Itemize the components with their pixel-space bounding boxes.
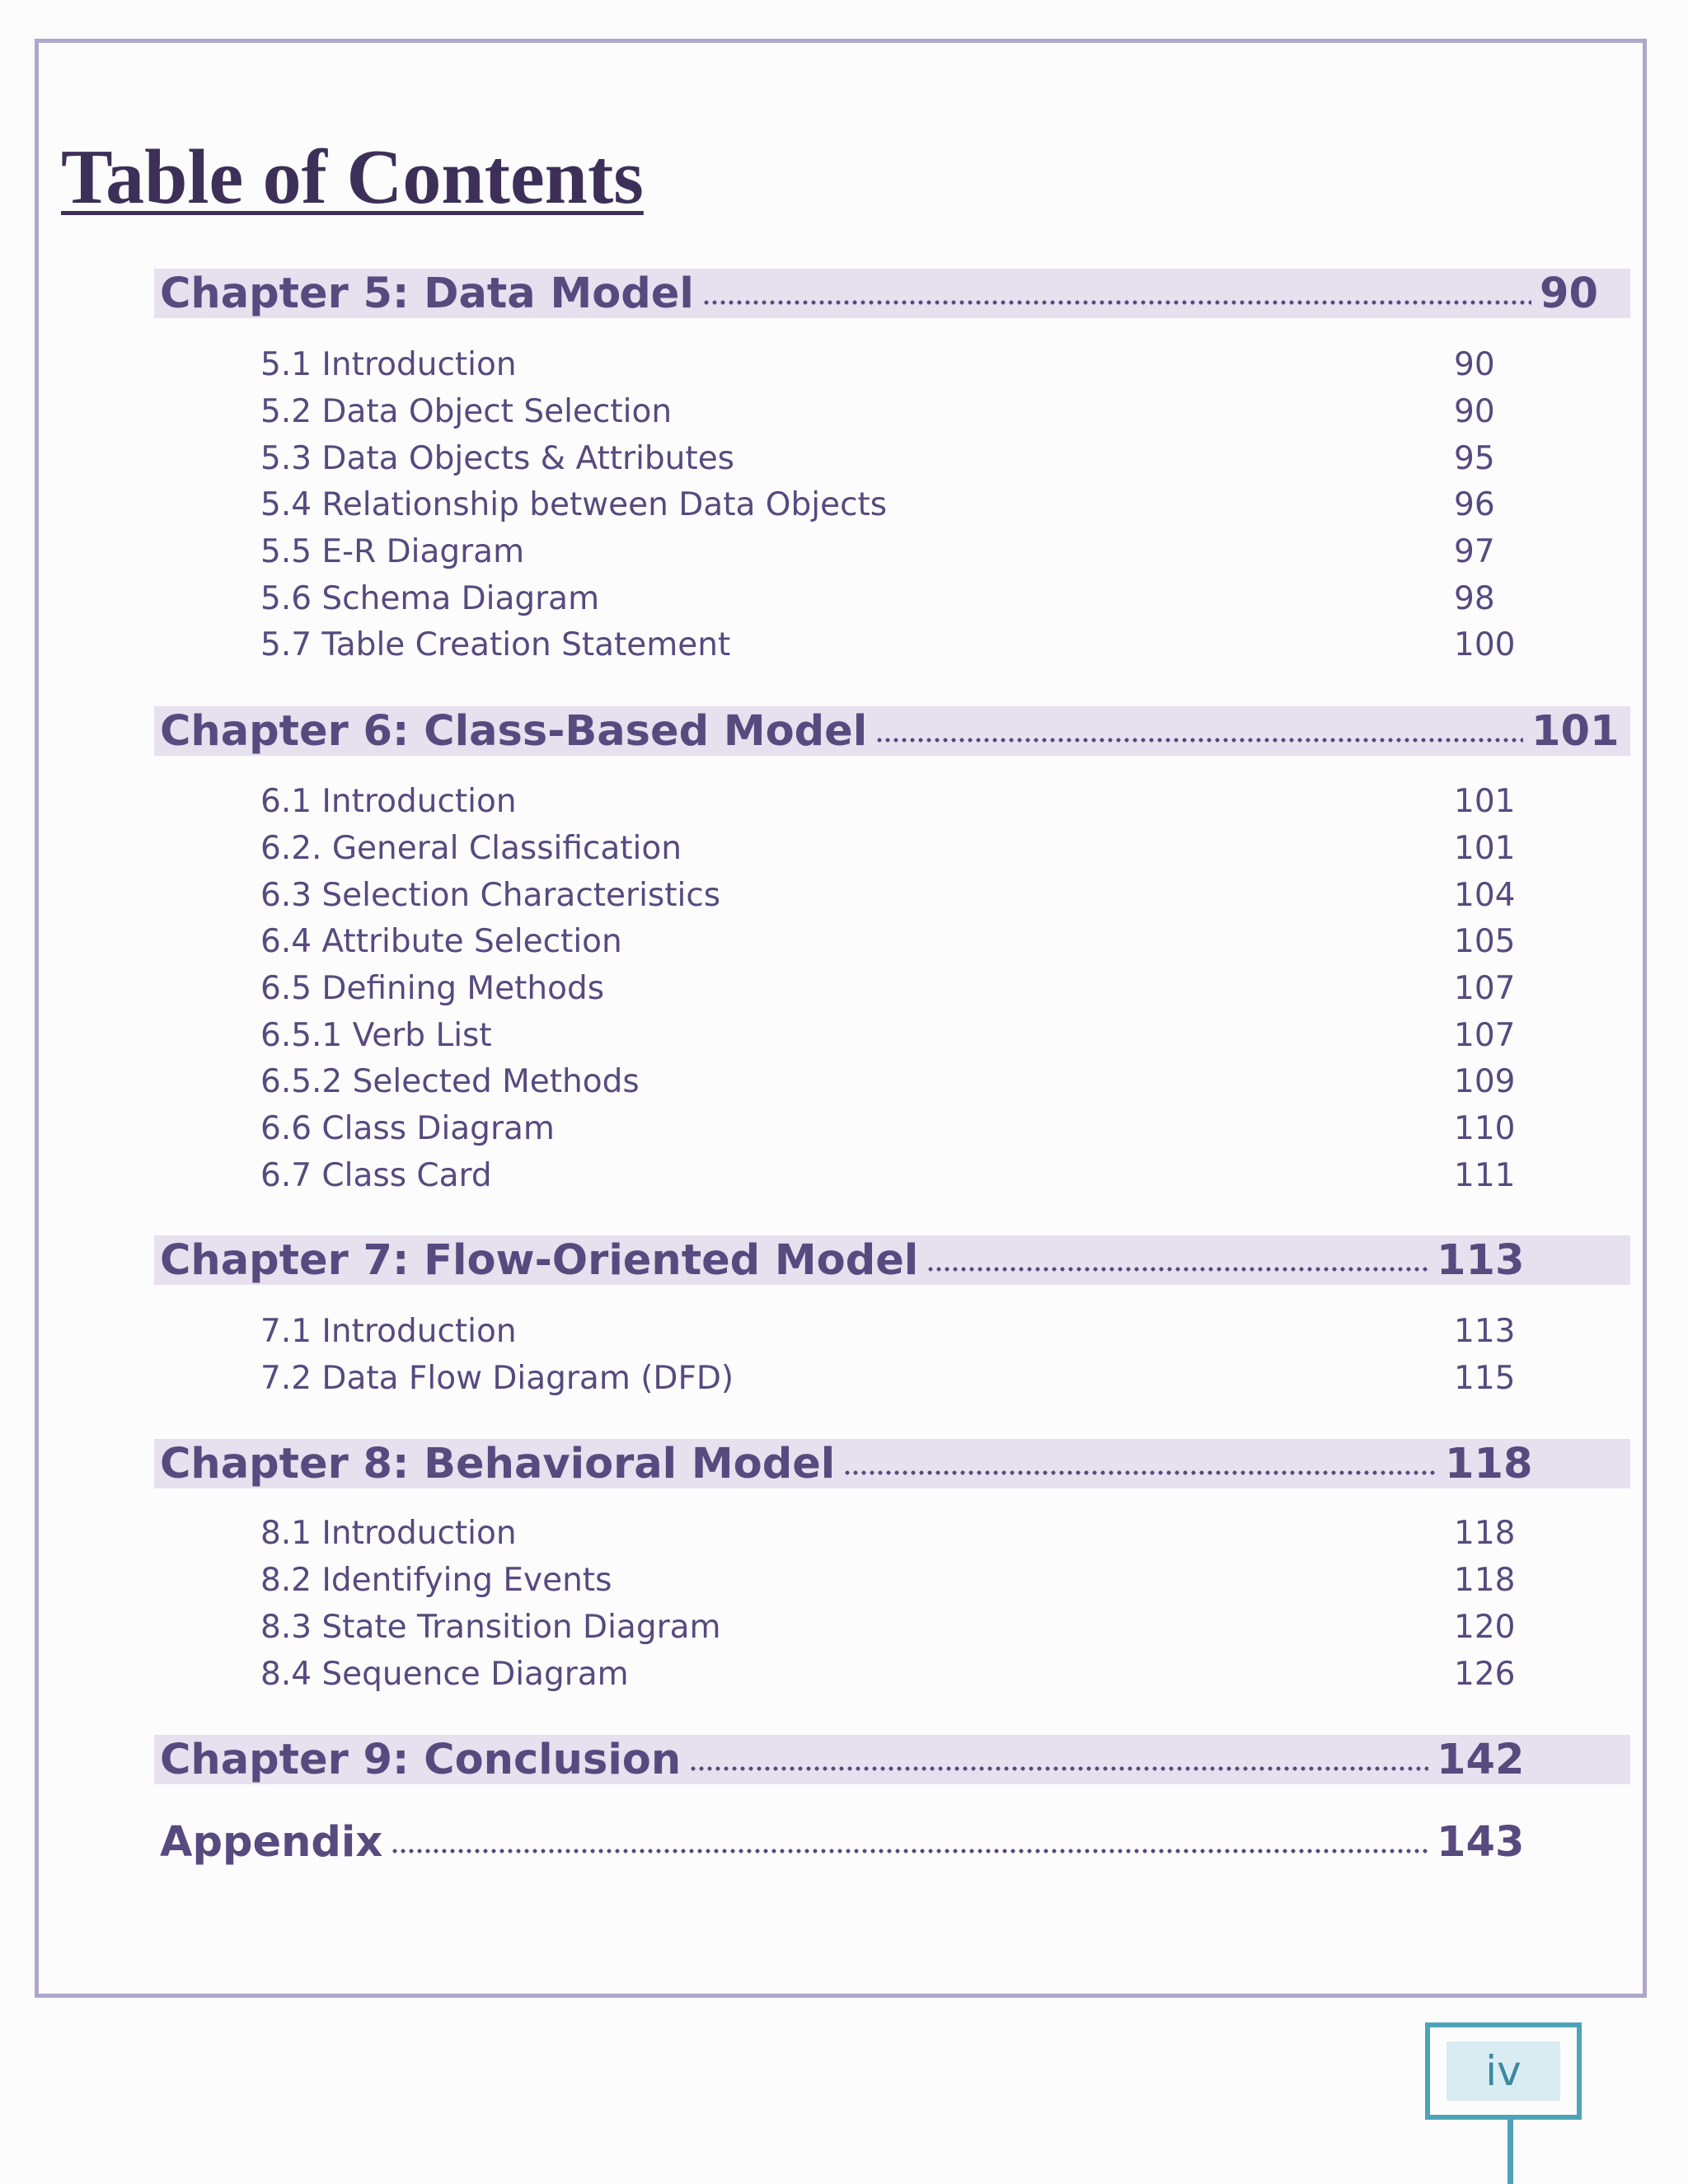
chapter-page: 118 (1445, 1439, 1533, 1488)
entry-label: 6.2. General Classification (260, 830, 682, 867)
entry-label: 5.4 Relationship between Data Objects (260, 486, 888, 523)
entry-page: 104 (1454, 877, 1516, 914)
entry-page: 118 (1454, 1515, 1516, 1552)
entry-label: 6.5.1 Verb List (260, 1017, 492, 1054)
entry-page: 107 (1454, 1017, 1516, 1054)
dot-leader (875, 737, 1523, 743)
entry-label: 6.3 Selection Characteristics (260, 877, 721, 914)
entry-page: 115 (1454, 1360, 1516, 1397)
chapter-title: Chapter 7: Flow-Oriented Model (160, 1235, 919, 1285)
chapter-page: 113 (1437, 1235, 1525, 1285)
entry-label: 6.7 Class Card (260, 1157, 492, 1194)
entry-page: 109 (1454, 1063, 1516, 1100)
chapter-title: Chapter 9: Conclusion (160, 1735, 682, 1784)
toc-entry[interactable] (260, 344, 1522, 387)
entry-label: 5.6 Schema Diagram (260, 580, 600, 617)
entry-page: 90 (1454, 393, 1495, 430)
dot-leader (926, 1266, 1428, 1272)
chapter-page: 101 (1531, 706, 1620, 756)
chapter-page: 90 (1540, 269, 1598, 318)
chapter-page: 142 (1437, 1735, 1525, 1784)
entry-label: 8.2 Identifying Events (260, 1562, 612, 1599)
toc-entry[interactable] (260, 531, 1522, 574)
entry-label: 8.4 Sequence Diagram (260, 1656, 629, 1693)
entry-page: 101 (1454, 830, 1516, 867)
entry-page: 90 (1454, 346, 1495, 383)
dot-leader (391, 1848, 1428, 1854)
toc-entry[interactable] (260, 1653, 1522, 1696)
toc-entry[interactable] (260, 874, 1522, 917)
entry-label: 6.1 Introduction (260, 783, 517, 820)
entry-page: 95 (1454, 440, 1495, 477)
toc-entry[interactable] (260, 1155, 1522, 1197)
toc-entry[interactable] (260, 1061, 1522, 1104)
entry-page: 100 (1454, 626, 1516, 663)
entry-label: 5.5 E-R Diagram (260, 533, 525, 570)
entry-label: 6.4 Attribute Selection (260, 923, 622, 960)
entry-page: 118 (1454, 1562, 1516, 1599)
entry-page: 101 (1454, 783, 1516, 820)
toc-entry[interactable] (260, 1512, 1522, 1555)
toc-chapter-8[interactable] (154, 1439, 1630, 1488)
entry-label: 7.2 Data Flow Diagram (DFD) (260, 1360, 734, 1397)
entry-page: 126 (1454, 1656, 1516, 1693)
dot-leader (702, 299, 1531, 306)
entry-label: 7.1 Introduction (260, 1313, 517, 1350)
page-number: iv (1447, 2041, 1560, 2101)
entry-page: 107 (1454, 970, 1516, 1007)
entry-label: 6.5.2 Selected Methods (260, 1063, 640, 1100)
entry-label: 5.3 Data Objects & Attributes (260, 440, 735, 477)
toc-entry[interactable] (260, 1310, 1522, 1353)
toc-appendix[interactable] (154, 1817, 1630, 1867)
toc-entry[interactable] (260, 578, 1522, 621)
chapter-title: Chapter 5: Data Model (160, 269, 694, 318)
toc-entry[interactable] (260, 438, 1522, 480)
dot-leader (689, 1765, 1428, 1772)
chapter-title: Chapter 8: Behavioral Model (160, 1439, 836, 1488)
toc-chapter-7[interactable] (154, 1235, 1630, 1285)
page-number-stem (1507, 2120, 1513, 2184)
toc-entry[interactable] (260, 1357, 1522, 1400)
toc-entry[interactable] (260, 1559, 1522, 1602)
entry-label: 6.6 Class Diagram (260, 1110, 555, 1147)
entry-label: 5.7 Table Creation Statement (260, 626, 731, 663)
toc-entry[interactable] (260, 968, 1522, 1010)
dot-leader (843, 1469, 1437, 1476)
page-number-box (1425, 2022, 1582, 2120)
entry-page: 105 (1454, 923, 1516, 960)
toc-chapter-9[interactable] (154, 1735, 1630, 1784)
entry-label: 5.2 Data Object Selection (260, 393, 673, 430)
appendix-title: Appendix (160, 1817, 383, 1867)
entry-page: 120 (1454, 1609, 1516, 1646)
chapter-title: Chapter 6: Class-Based Model (160, 706, 868, 756)
toc-entry[interactable] (260, 921, 1522, 963)
page-title: Table of Contents (61, 134, 644, 220)
entry-page: 110 (1454, 1110, 1516, 1147)
entry-label: 8.3 State Transition Diagram (260, 1609, 721, 1646)
toc-entry[interactable] (260, 1015, 1522, 1057)
toc-entry[interactable] (260, 1606, 1522, 1649)
entry-label: 5.1 Introduction (260, 346, 517, 383)
toc-entry[interactable] (260, 484, 1522, 527)
toc-chapter-6[interactable] (154, 706, 1630, 756)
toc-entry[interactable] (260, 780, 1522, 823)
toc-entry[interactable] (260, 1108, 1522, 1151)
toc-entry[interactable] (260, 827, 1522, 870)
entry-page: 113 (1454, 1313, 1516, 1350)
entry-page: 98 (1454, 580, 1495, 617)
appendix-page: 143 (1437, 1817, 1525, 1867)
entry-page: 97 (1454, 533, 1495, 570)
toc-entry[interactable] (260, 391, 1522, 434)
toc-chapter-5[interactable] (154, 269, 1630, 318)
entry-page: 96 (1454, 486, 1495, 523)
entry-label: 6.5 Defining Methods (260, 970, 605, 1007)
entry-page: 111 (1454, 1157, 1516, 1194)
toc-entry[interactable] (260, 624, 1522, 667)
entry-label: 8.1 Introduction (260, 1515, 517, 1552)
